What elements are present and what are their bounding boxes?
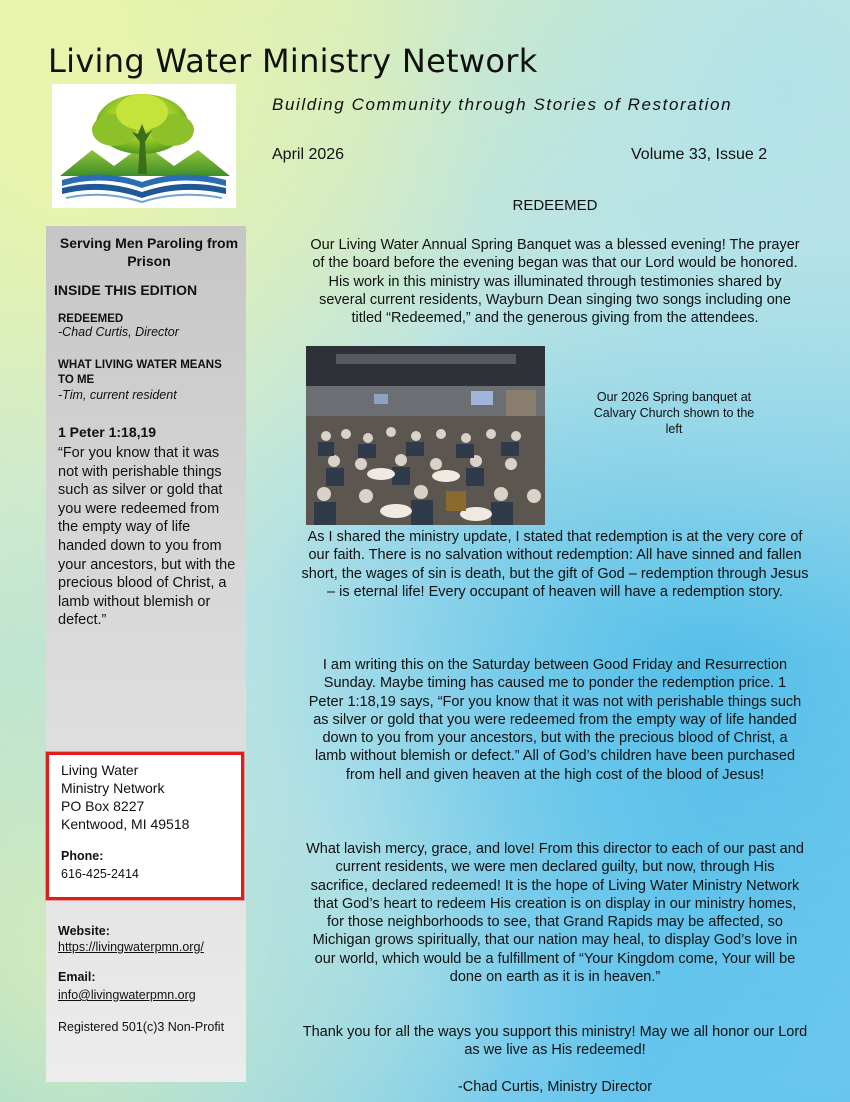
article-paragraph-3: I am writing this on the Saturday between Good Friday and Resurrection Sunday. Maybe timing has caused me to ponder the redemption price. 1 Peter 1:18,19 says, “For you know that it was not with perishable things such as silver or gold that you were redeemed from the empty way of life handed down to you from your ancestors, but with the precious blood of Christ, a lamb without blemish or defect.” All of God’s children have been purchased from hell and given heaven at the high cost of the blood of Jesus!: [308, 657, 802, 783]
verse-text: “For you know that it was not with perishable things such as silver or gold that you were redeemed from the empty way of life handed down to you from your ancestors, but with the precious blood of Christ, a lamb without blemish or defect.”: [58, 445, 236, 629]
toc-item-author: -Chad Curtis, Director: [58, 325, 179, 339]
inside-edition-heading: INSIDE THIS EDITION: [54, 282, 198, 298]
address-po-box: PO Box 8227: [61, 798, 145, 814]
nonprofit-registration: Registered 501(c)3 Non-Profit: [58, 1020, 225, 1034]
website-link[interactable]: https://livingwaterpmn.org/: [58, 940, 204, 954]
phone-label: Phone:: [61, 849, 104, 863]
article-signature: -Chad Curtis, Ministry Director: [457, 1079, 653, 1095]
address-city: Kentwood, MI 49518: [61, 816, 190, 832]
email-link[interactable]: info@livingwaterpmn.org: [58, 988, 196, 1002]
verse-reference: 1 Peter 1:18,19: [58, 424, 157, 440]
ministry-logo: [52, 84, 236, 208]
address-box: [46, 752, 244, 900]
toc-item-author: -Tim, current resident: [58, 388, 177, 402]
sidebar-mission: Serving Men Paroling from Prison: [59, 235, 239, 269]
article-paragraph-2: As I shared the ministry update, I stated that redemption is at the very core of our faith. There is no salvation without redemption: All have sinned and fallen short, the wages of sin is death, but the gift of God – redemption through Jesus – is eternal life! Every occupant of heaven will have a redemption story.: [301, 529, 809, 600]
article-headline: REDEEMED: [512, 197, 598, 214]
banquet-photo: [306, 346, 545, 525]
toc-item-title: WHAT LIVING WATER MEANS TO ME: [58, 359, 222, 386]
toc-item-title: REDEEMED: [58, 313, 124, 325]
sidebar: [46, 226, 246, 1082]
issue-date: April 2026: [272, 146, 345, 163]
article-paragraph-4: What lavish mercy, grace, and love! From this director to each of our past and current residents, we were men declared guilty, but now, through His sacrifice, declared redeemed! It is the hope of Living Water Ministry Network that God’s heart to redeem His creation is on display in our ministry homes, for those neighborhoods to see, that Grand Rapids may be affected, so Michigan grows spiritually, that our nation may heal, to display God’s love in our world, which would be a fulfillment of “Your Kingdom come, Your will be done on earth as it is in heaven.”: [306, 841, 804, 986]
banquet-crowd-image: [306, 346, 545, 525]
address-name: Living Water Ministry Network: [61, 762, 165, 796]
tree-book-logo-icon: [52, 84, 236, 208]
newsletter-tagline: Building Community through Stories of Restoration: [272, 95, 733, 114]
mailing-address: [61, 761, 241, 833]
email-label: Email:: [58, 970, 96, 984]
article-paragraph-5: Thank you for all the ways you support this ministry! May we all honor our Lord as we live as His redeemed!: [302, 1024, 808, 1059]
article-paragraph-1: Our Living Water Annual Spring Banquet was a blessed evening! The prayer of the board before the evening began was that our Lord would be honored. His work in this ministry was illuminated through testimonies shared by several current residents, Wayburn Dean singing two songs including one titled “Redeemed,” and the generous giving from the attendees.: [310, 237, 800, 327]
phone-number: 616-425-2414: [61, 867, 139, 881]
website-label: Website:: [58, 924, 110, 938]
photo-caption: Our 2026 Spring banquet at Calvary Church shown to the left: [593, 390, 755, 436]
newsletter-title: Living Water Ministry Network: [48, 42, 538, 80]
issue-volume: Volume 33, Issue 2: [631, 146, 768, 163]
